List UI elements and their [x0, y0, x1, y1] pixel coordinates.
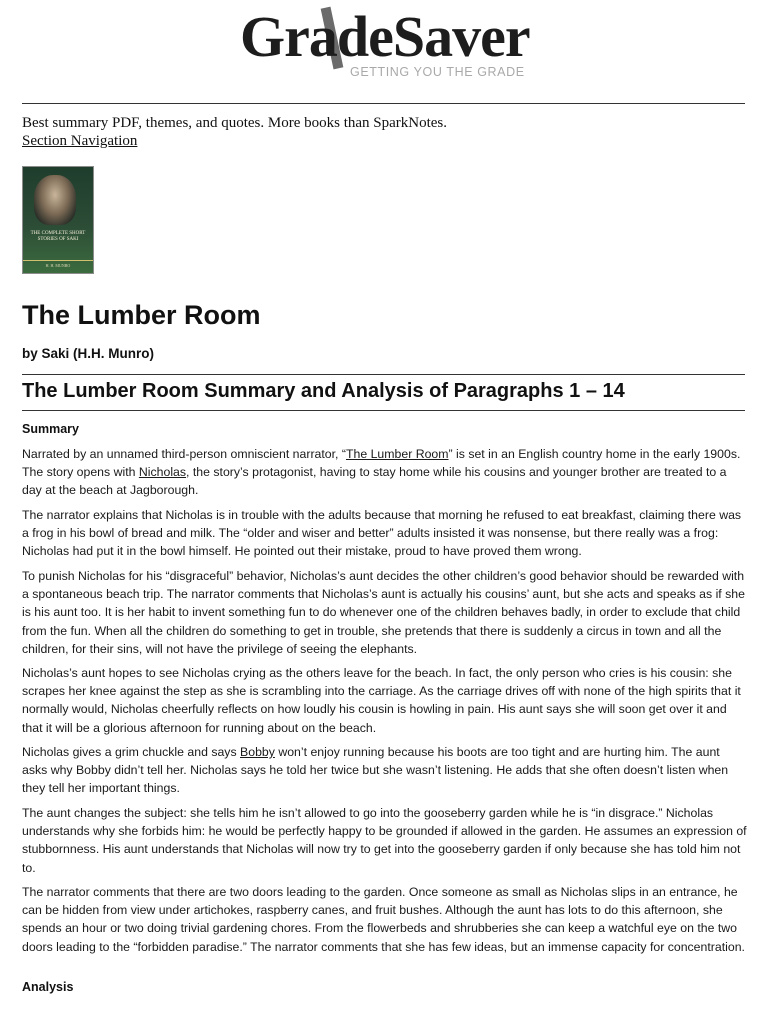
paragraph-5-text-b: won’t enjoy running because his boots are too tight and are hurting him. The aunt asks why Bobby didn’t tell her. Nicholas says he told her twice but she wasn’t listening. He adds that she often doesn’t listen when they tell her important things. — [22, 745, 729, 796]
cover-title: THE COMPLETE SHORT STORIES OF SAKI — [30, 231, 86, 242]
paragraph-1-text-a: Narrated by an unnamed third-person omniscient narrator, “ — [22, 447, 346, 461]
site-tagline: Best summary PDF, themes, and quotes. More books than SparkNotes. — [22, 115, 448, 131]
title-divider — [22, 374, 745, 375]
cover-divider — [23, 260, 93, 261]
header-divider — [22, 103, 745, 104]
book-cover-image[interactable] — [22, 166, 94, 274]
nicholas-link[interactable]: Nicholas — [138, 465, 187, 480]
gradesaver-logo[interactable] — [240, 2, 530, 82]
byline — [22, 346, 154, 361]
paragraph-4: Nicholas’s aunt hopes to see Nicholas crying as the others leave for the beach. In fact, the only person who cries is his cousin: she scrapes her knee against the step as she is scrambling into the carriage. As the carriage drives off with none of the high spirits that it normally would, Nicholas cheerfully reflects on how loudly his cousin is howling in pain. His aunt says she will soon get over it and that it will be a glorious afternoon for running about on the beach. — [22, 666, 741, 735]
logo-tagline: GETTING YOU THE GRADE — [350, 65, 525, 79]
paragraph-6: The aunt changes the subject: she tells him he isn’t allowed to go into the gooseberry garden while he is “in disgrace.” Nicholas understands why she forbids him: he would be perfectly happy to be grounded if allowed in the garden. He assumes an expression of stubbornness. His aunt understands that Nicholas will now try to get into the gooseberry garden if only because she has told him not to. — [22, 806, 747, 875]
paragraph-5 — [22, 743, 747, 798]
paragraph-1 — [22, 445, 747, 500]
cover-portrait — [34, 175, 76, 225]
analysis-label: Analysis — [22, 980, 74, 994]
by-label: by — [22, 346, 38, 361]
paragraph-2: The narrator explains that Nicholas is in trouble with the adults because that morning he refused to eat breakfast, claiming there was a frog in his bowl of bread and milk. The “older and wiser and better” adults insisted it was nonsense, but there really was a frog: Nicholas had put it in the bowl himself. He pointed out their mistake, proud to have proved them wrong. — [22, 508, 742, 559]
heading-divider — [22, 410, 745, 411]
cover-author: H. H. MUNRO — [45, 263, 71, 268]
summary-label: Summary — [22, 422, 79, 436]
section-navigation-link[interactable]: Section Navigation — [22, 133, 138, 149]
site-header — [0, 0, 768, 90]
lumber-room-link[interactable]: The Lumber Room — [345, 447, 449, 461]
bobby-link[interactable]: Bobby — [240, 745, 275, 759]
paragraph-7: The narrator comments that there are two doors leading to the garden. Once someone as small as Nicholas slips in an entrance, he can be hidden from view under artichokes, raspberry canes, and fruit bushes. Although the aunt has lots to do this afternoon, she spends an hour or two doing trivial gardening chores. From the flowerbeds and shrubberies she can keep a watchful eye on the two doors leading to the “forbidden paradise.” The narrator comments that she has few ideas, but an immense capacity for concentration. — [22, 885, 745, 954]
book-title: The Lumber Room — [22, 300, 261, 330]
author-name: Saki (H.H. Munro) — [41, 346, 155, 361]
paragraph-5-text-a: Nicholas gives a grim chuckle and says — [22, 745, 241, 759]
paragraph-1-text-c: , the story’s protagonist, having to stay home while his cousins and younger brother are treated to a day at the beach at Jagborough. — [22, 465, 727, 498]
logo-wordmark: GradeSaver — [240, 4, 530, 69]
paragraph-1-text-b: ” is set in an English country home in the early 1900s. The story opens with — [22, 447, 741, 480]
section-heading: The Lumber Room Summary and Analysis of Paragraphs 1 – 14 — [22, 380, 625, 402]
paragraph-3: To punish Nicholas for his “disgraceful” behavior, Nicholas’s aunt decides the other children’s good behavior should be rewarded with a spontaneous beach trip. The narrator comments that Nicholas’s aunt is actually his cousins’ aunt, but she acts and speaks as if she is his aunt too. It is her habit to invent something fun to do whenever one of the children behaves badly, in order to exclude that child from the fun. When all the children do something to get in trouble, she pretends that there is suddenly a circus in town and all the children, for their sins, will not have the privilege of seeing the elephants. — [22, 569, 745, 656]
